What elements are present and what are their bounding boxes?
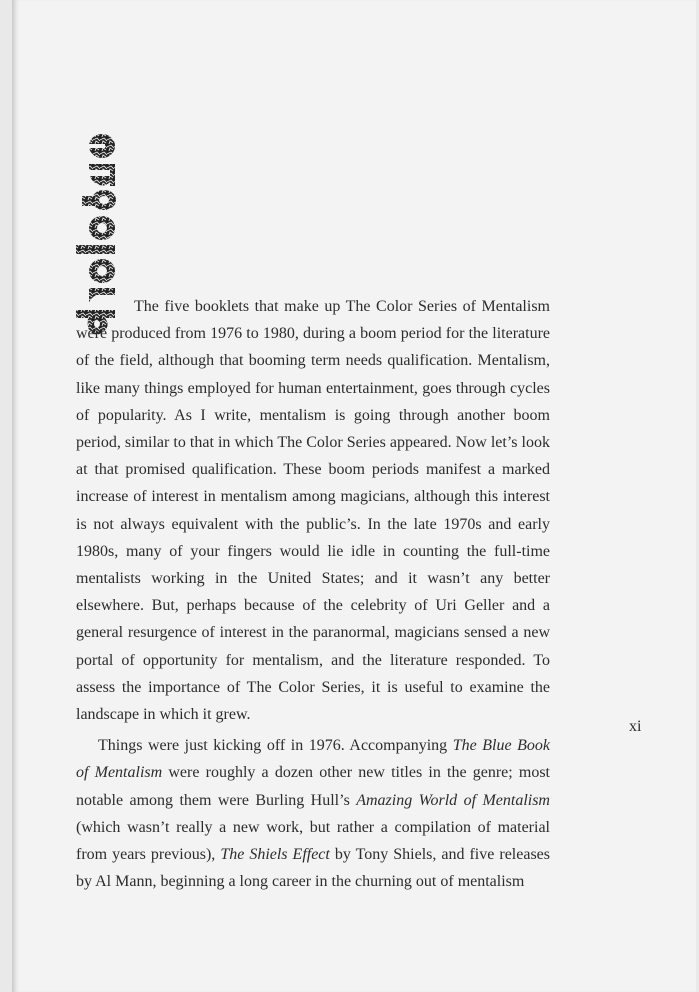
paragraph-2-text-2: were roughly a dozen other new titles in the genre; most notable among them were Burling Hull’s [76, 764, 550, 809]
paragraph-1 [76, 293, 550, 728]
paragraph-2-text-3: (which wasn’t really a new work, but rather a compilation of material from years previous), [76, 818, 550, 864]
paragraph-2-text-1: Things were just kicking off in 1976. Accompanying [98, 737, 453, 755]
paragraph-2-text-4: by Tony Shiels, and five releases by Al Mann, beginning a long career in the churning out of mentalism [76, 846, 550, 891]
body-text [76, 293, 550, 895]
title-shiels-effect: The Shiels Effect [220, 846, 330, 864]
paragraph-1-text: The five booklets that make up The Color Series of Mentalism were produced from 1976 to 1980, during a boom period for the literature of the field, although that booming term needs qualification. Mentalism, like many things employed for human entertainment, goes through cycles of popularity. As I write, mentalism is going through another boom period, similar to that in which The Color Series appeared. Now let’s look at that promised qualification. These boom periods manifest a marked increase of interest in mentalism among magicians, although this interest is not always equivalent with the public’s. In the late 1970s and early 1980s, many of your fingers would lie idle in counting the full-time mentalists working in the United States; and it wasn’t any better elsewhere. But, perhaps because of the celebrity of Uri Geller and a general resurgence of interest in the paranormal, magicians sensed a new portal of opportunity for mentalism, and the literature responded. To assess the importance of The Color Series, it is useful to examine the landscape in which it grew. [76, 298, 550, 724]
book-page [12, 0, 696, 992]
title-blue-book: The Blue Book of Mentalism [76, 737, 550, 782]
paragraph-2 [76, 732, 550, 895]
title-amazing-world: Amazing World of Mentalism [356, 791, 550, 809]
page-number: xi [629, 718, 642, 735]
show-through-running-head [262, 28, 265, 40]
